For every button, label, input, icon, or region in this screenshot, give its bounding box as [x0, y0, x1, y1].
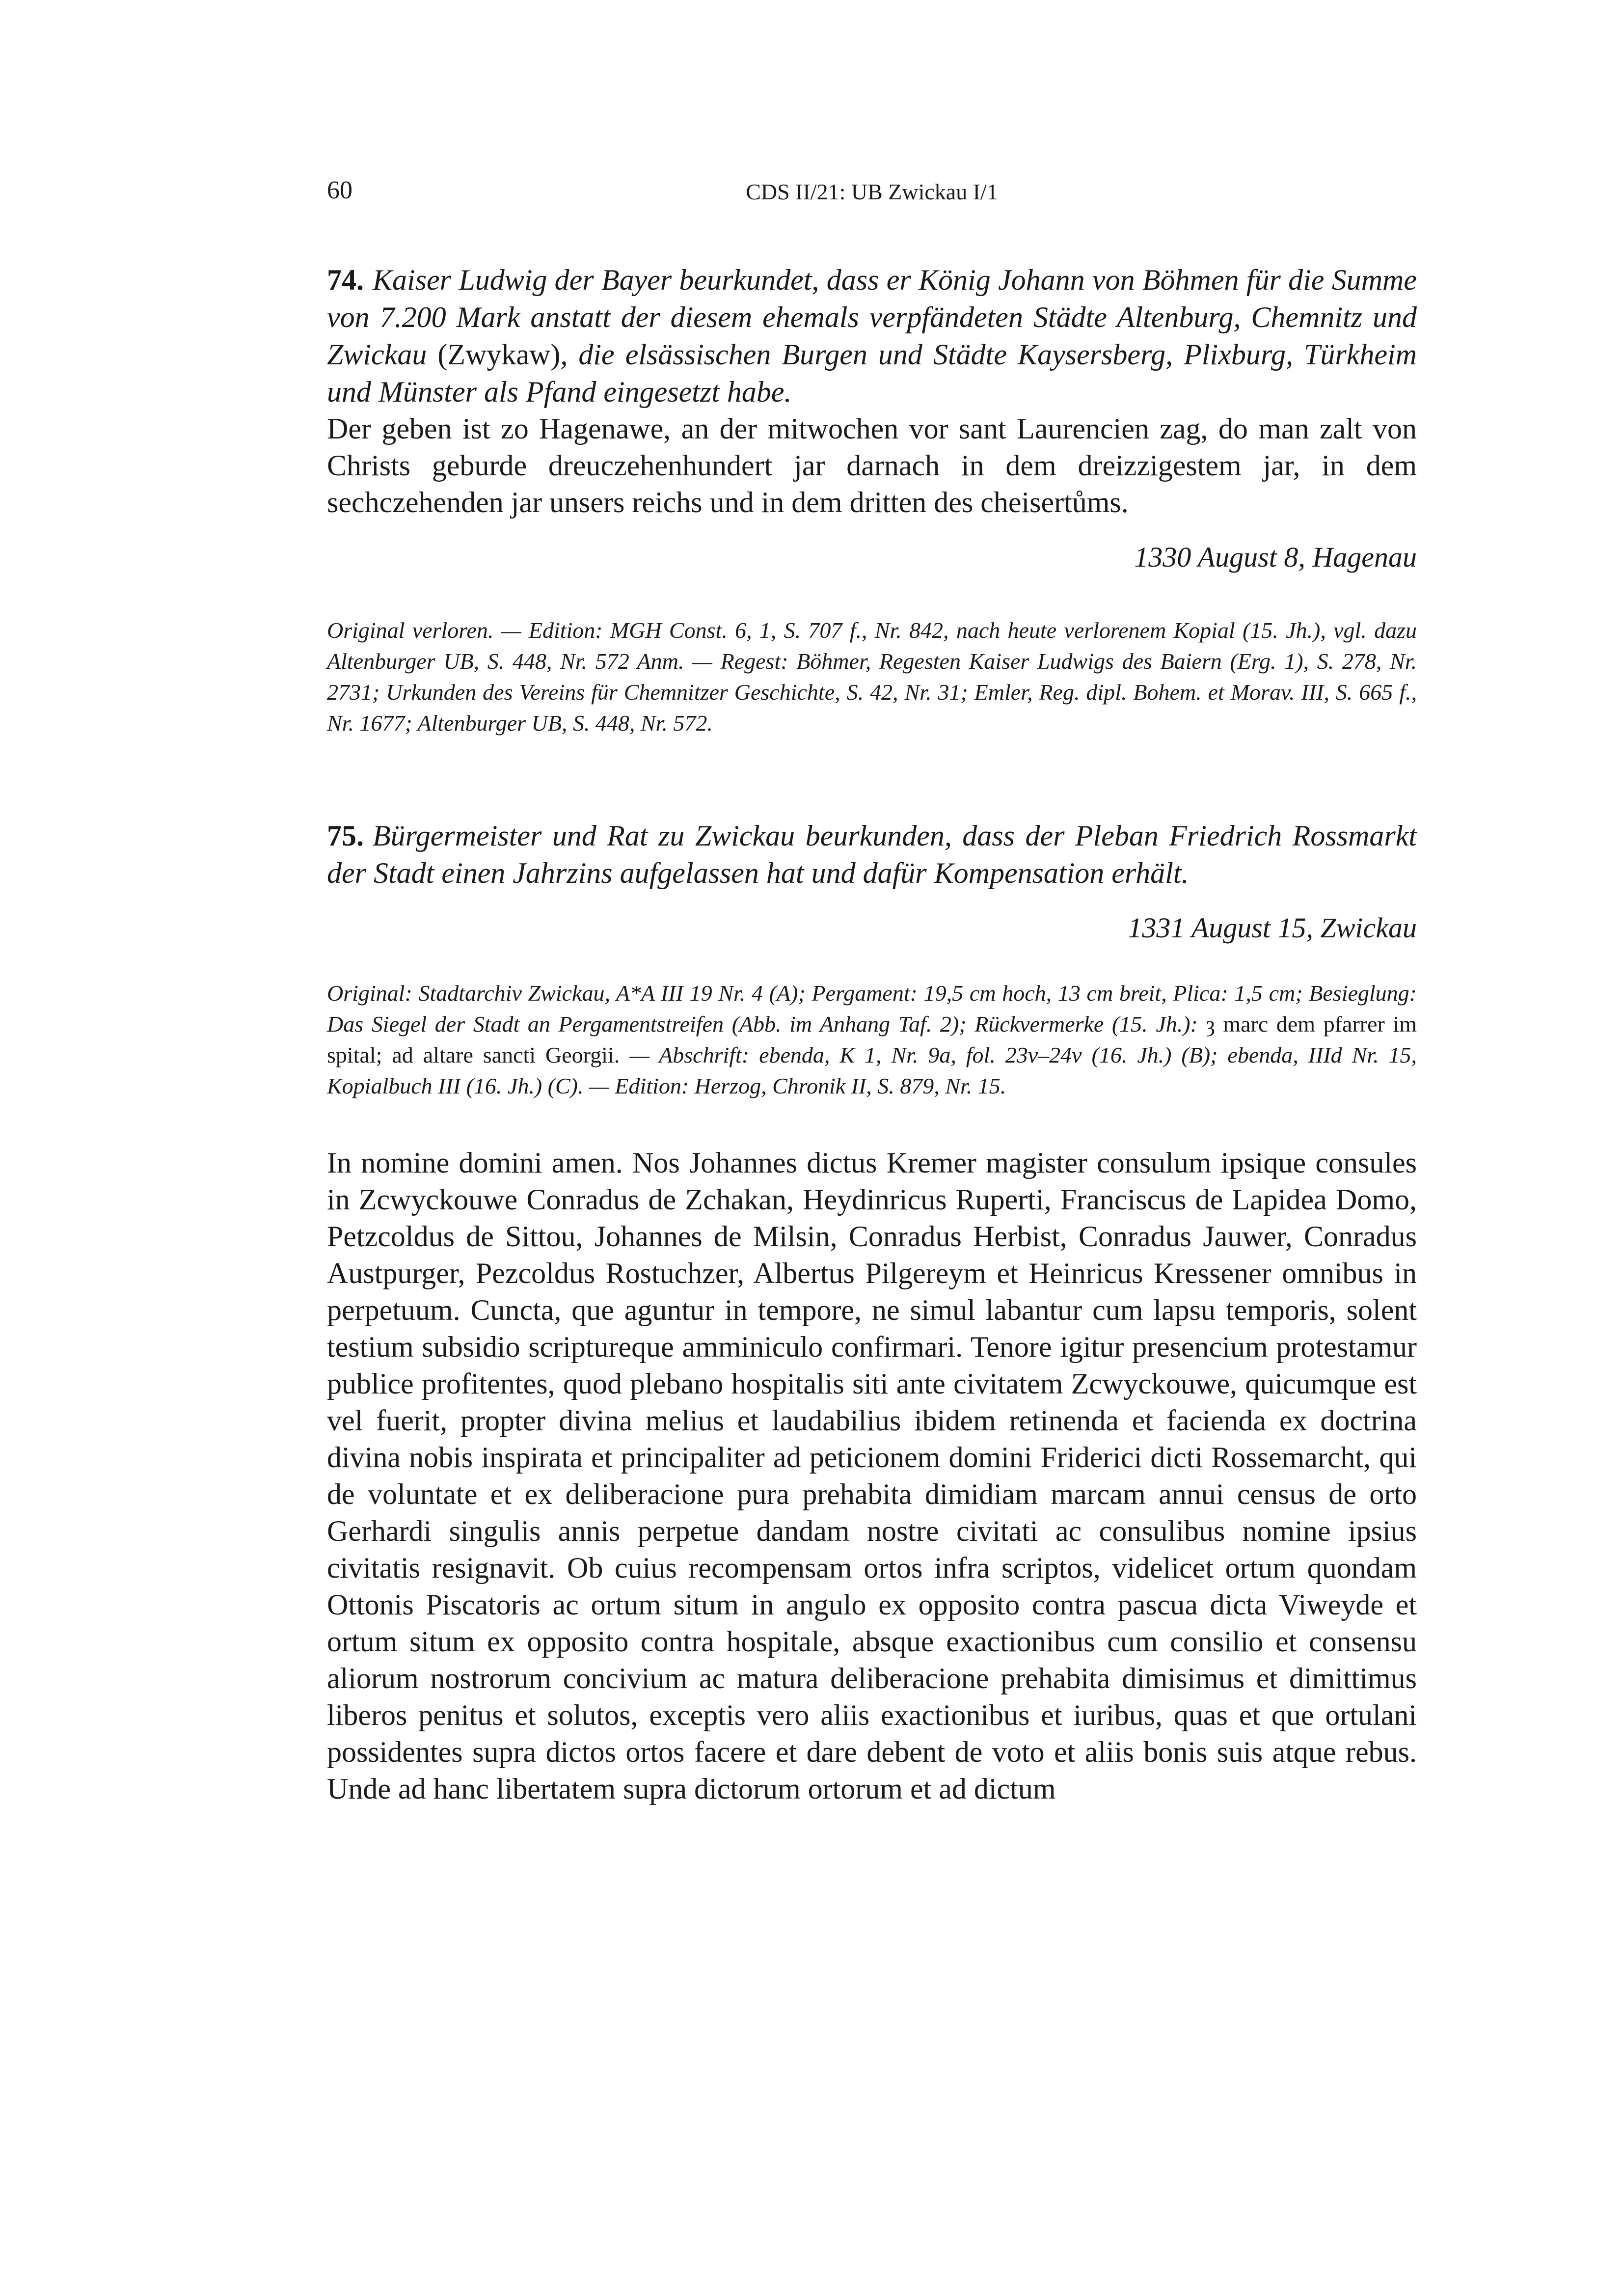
entry-75-apparatus — [327, 978, 1417, 1101]
document-page — [327, 172, 1417, 1807]
entry-75-apparatus-quote: ȝ marc dem pfarrer im spital; ad altare sancti Georgii. — [327, 1011, 1417, 1067]
entry-74-summary-b: , die elsässischen Burgen und Städte Kaysersberg, Plixburg, Türkheim und Münster als Pfand eingesetzt habe. — [327, 338, 1417, 408]
page-number: 60 — [327, 176, 352, 204]
entry-74-summary-name: (Zwykaw) — [437, 338, 561, 371]
entry-75-date: 1331 August 15, Zwickau — [1128, 912, 1417, 944]
entry-75-number: 75. — [327, 820, 364, 852]
entry-75-text: In nomine domini amen. Nos Johannes dictus Kremer magister consulum ipsique consules in Zcwyckouwe Conradus de Zchakan, Heydinricus Ruperti, Franciscus de Lapidea Domo, Petzcoldus de Sittou, Johannes de Milsin, Conradus Herbist, Conradus Jauwer, Conradus Austpurger, Pezcoldus Rostuchzer, Albertus Pilgereym et Heinricus Kressener omnibus in perpetuum. Cuncta, que aguntur in tempore, ne simul labantur cum lapsu temporis, solent testium subsidio scriptureque amminiculo confirmari. Tenore igitur presencium protestamur publice profitentes, quod plebano hospitalis siti ante civitatem Zcwyckouwe, quicumque est vel fuerit, propter divina melius et laudabilius ibidem retinenda et facienda ex doctrina divina nobis inspirata et principaliter ad peticionem domini Friderici dicti Rossemarcht, qui de voluntate et ex deliberacione pura prehabita dimidiam marcam annui census de orto Gerhardi singulis annis perpetue dandam nostre civitati ac consulibus nomine ipsius civitatis resignavit. Ob cuius recompensam ortos infra scriptos, videlicet ortum quondam Ottonis Piscatoris ac ortum situm in angulo ex opposito contra pascua dicta Viweyde et ortum situm ex opposito contra hospitale, absque exactionibus cum consilio et consensu aliorum nostrorum concivium ac matura deliberacione prehabita dimisimus et dimittimus liberos penitus et solutos, exceptis vero aliis exactionibus et iuribus, quas et que ortulani possidentes supra dictos ortos facere et dare debent de voto et aliis bonis suis atque rebus. Unde ad hanc libertatem supra dictorum ortorum et ad dictum — [327, 1147, 1417, 1805]
entry-74-number: 74. — [327, 264, 364, 296]
entry-75-apparatus-a: Original: Stadtarchiv Zwickau, A*A III 19 Nr. 4 (A); Pergament: 19,5 cm hoch, 13 cm breit, Plica: 1,5 cm; Besieglung: Das Siegel der Stadt an Pergamentstreifen (Abb. im Anhang Taf. 2); Rückvermerke (15. Jh.): — [327, 981, 1417, 1037]
entry-74-date: 1330 August 8, Hagenau — [1134, 541, 1417, 573]
entry-74-header — [327, 261, 1417, 410]
running-title: CDS II/21: UB Zwickau I/1 — [746, 179, 998, 204]
entry-75-header — [327, 817, 1417, 892]
entry-75-apparatus-b: — Abschrift: ebenda, K 1, Nr. 9a, fol. 23v–24v (16. Jh.) (B); ebenda, IIId Nr. 15, Kopialbuch III (16. Jh.) (C). — Edition: Herzog, Chronik II, S. 879, Nr. 15. — [327, 1042, 1417, 1098]
entry-74-text: Der geben ist zo Hagenawe, an der mitwochen vor sant Laurencien zag, do man zalt von Christs geburde dreuczehenhundert jar darnach in dem dreizzigestem jar, in dem sechczehenden jar unsers reichs und in dem dritten des cheisertůms. — [327, 412, 1417, 519]
entry-74-summary-a: Kaiser Ludwig der Bayer beurkundet, dass er König Johann von Böhmen für die Summe von 7.200 Mark anstatt der diesem ehemals verpfändeten Städte Altenburg, Chemnitz und Zwickau — [327, 264, 1417, 371]
entry-74-apparatus: Original verloren. — Edition: MGH Const. 6, 1, S. 707 f., Nr. 842, nach heute verlorenem Kopial (15. Jh.), vgl. dazu Altenburger UB, S. 448, Nr. 572 Anm. — Regest: Böhmer, Regesten Kaiser Ludwigs des Baiern (Erg. 1), S. 278, Nr. 2731; Urkunden des Vereins für Chemnitzer Geschichte, S. 42, Nr. 31; Emler, Reg. dipl. Bohem. et Morav. III, S. 665 f., Nr. 1677; Altenburger UB, S. 448, Nr. 572. — [327, 618, 1417, 736]
running-head — [327, 172, 1417, 211]
entry-75-summary: Bürgermeister und Rat zu Zwickau beurkunden, dass der Pleban Friedrich Rossmarkt der Stadt einen Jahrzins aufgelassen hat und dafür Kompensation erhält. — [327, 820, 1417, 889]
